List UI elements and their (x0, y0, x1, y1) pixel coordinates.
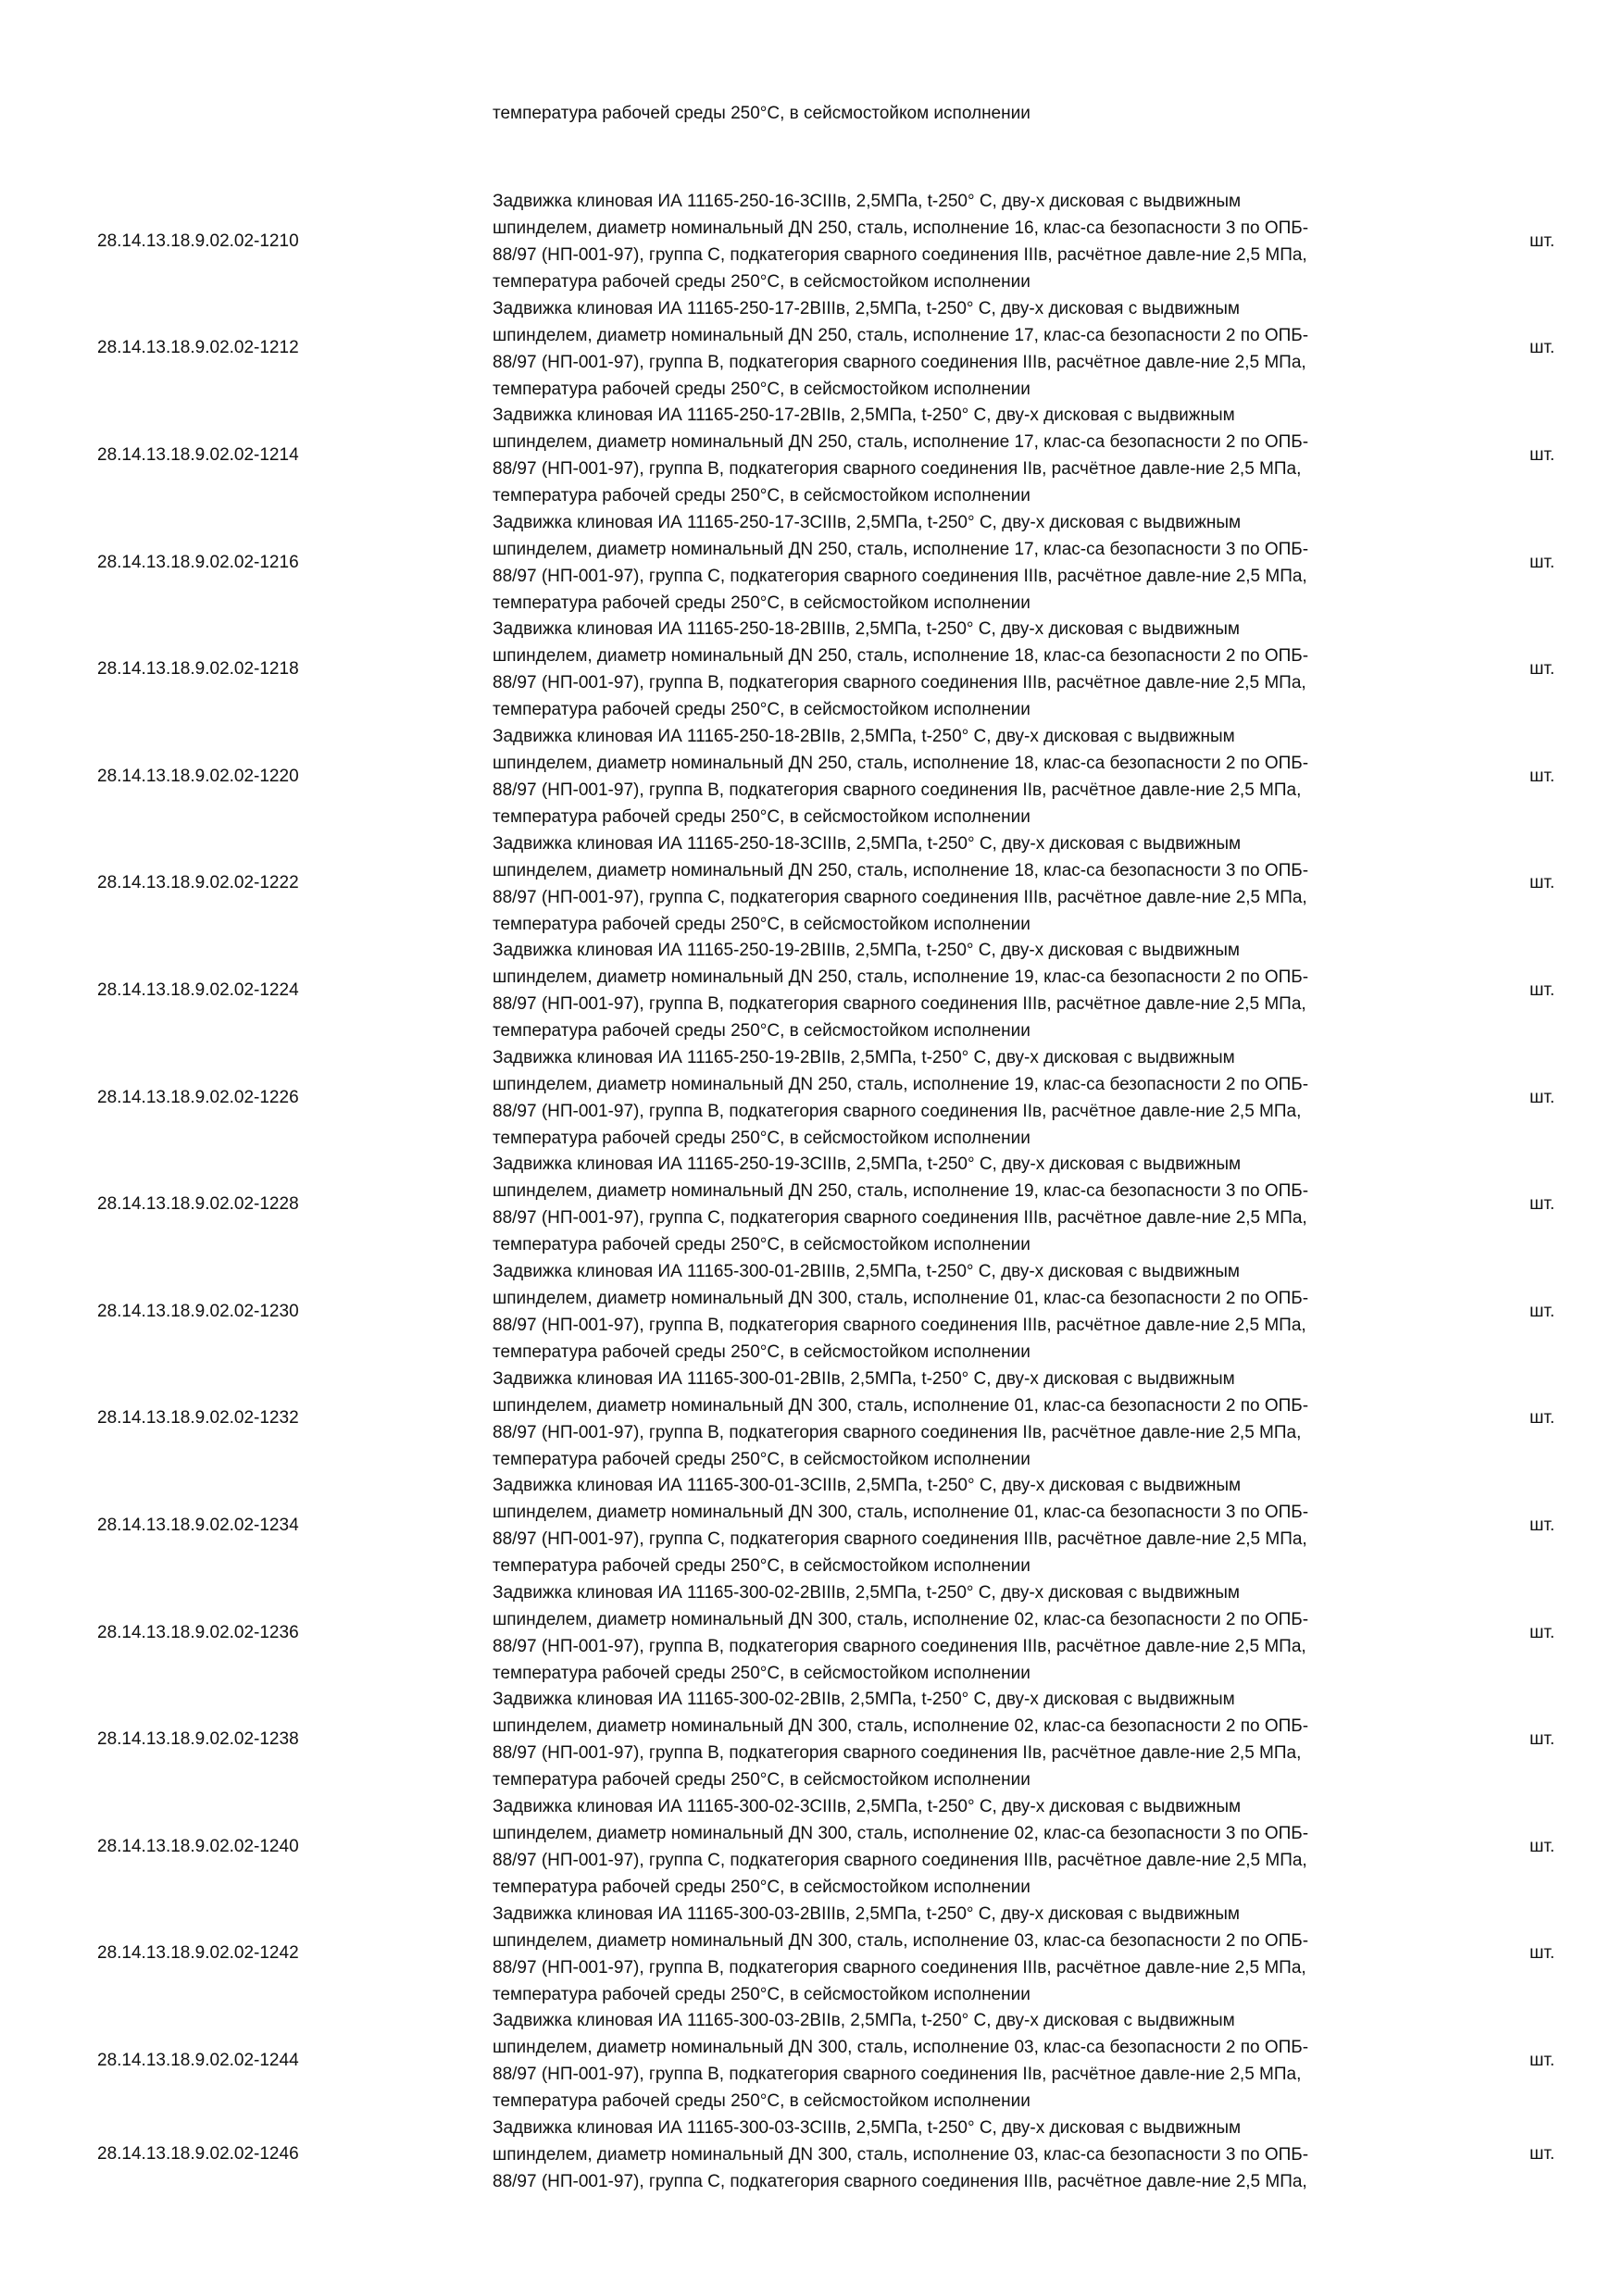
item-description (493, 616, 1437, 723)
description-line: температура рабочей среды 250°С, в сейсмостойком исполнении (493, 914, 1031, 934)
item-unit: шт. (1530, 552, 1555, 572)
table-row (0, 1793, 1624, 1901)
table-row (0, 2007, 1624, 2115)
item-unit: шт. (1530, 1943, 1555, 1964)
price-list-table (0, 188, 1624, 2221)
item-code: 28.14.13.18.9.02.02-1212 (97, 338, 299, 358)
description-line: 88/97 (НП-001-97), группа В, подкатегория сварного соединения IIIв, расчётное давле-ние 2,5 МПа, (493, 1636, 1306, 1656)
item-unit: шт. (1530, 1408, 1555, 1429)
continuation-text: температура рабочей среды 250°С, в сейсмостойком исполнении (493, 104, 1031, 123)
item-unit: шт. (1530, 1836, 1555, 1856)
description-line: Задвижка клиновая ИА 11165-250-16-3СIIIв, 2,5МПа, t-250° С, дву-х дисковая с выдвижным (493, 192, 1242, 211)
description-line: 88/97 (НП-001-97), группа С, подкатегория сварного соединения IIIв, расчётное давле-ние 2,5 МПа, (493, 1529, 1307, 1550)
description-line: температура рабочей среды 250°С, в сейсмостойком исполнении (493, 1128, 1031, 1148)
description-line: шпинделем, диаметр номинальный ДN 300, сталь, исполнение 03, клас-са безопасности 2 по ОПБ- (493, 1930, 1309, 1951)
description-line: Задвижка клиновая ИА 11165-300-02-2ВIIIв, 2,5МПа, t-250° С, дву-х дисковая с выдвижным (493, 1582, 1240, 1603)
item-description (493, 1793, 1437, 1901)
description-line: температура рабочей среды 250°С, в сейсмостойком исполнении (493, 1877, 1031, 1897)
item-unit: шт. (1530, 1301, 1555, 1321)
item-unit: шт. (1530, 659, 1555, 680)
table-row (0, 1901, 1624, 2008)
table-row (0, 402, 1624, 509)
description-line: Задвижка клиновая ИА 11165-300-01-3СIIIв, 2,5МПа, t-250° С, дву-х дисковая с выдвижным (493, 1476, 1242, 1496)
description-line: Задвижка клиновая ИА 11165-250-17-2ВIIв, 2,5МПа, t-250° С, дву-х дисковая с выдвижным (493, 406, 1235, 426)
description-line: Задвижка клиновая ИА 11165-250-18-3СIIIв, 2,5МПа, t-250° С, дву-х дисковая с выдвижным (493, 833, 1242, 854)
item-description (493, 1472, 1437, 1579)
table-row (0, 723, 1624, 830)
description-line: шпинделем, диаметр номинальный ДN 300, сталь, исполнение 01, клас-са безопасности 2 по ОПБ- (493, 1395, 1309, 1416)
description-line: 88/97 (НП-001-97), группа В, подкатегория сварного соединения IIв, расчётное давле-ние 2,5 МПа, (493, 1101, 1302, 1121)
table-row (0, 188, 1624, 295)
item-unit: шт. (1530, 766, 1555, 786)
item-description (493, 1258, 1437, 1366)
table-row (0, 1044, 1624, 1152)
description-line: 88/97 (НП-001-97), группа В, подкатегория сварного соединения IIIв, расчётное давле-ние 2,5 МПа, (493, 1957, 1306, 1978)
item-code: 28.14.13.18.9.02.02-1238 (97, 1729, 299, 1750)
item-code: 28.14.13.18.9.02.02-1230 (97, 1301, 299, 1321)
description-line: шпинделем, диаметр номинальный ДN 250, сталь, исполнение 17, клас-са безопасности 3 по ОПБ- (493, 539, 1309, 559)
item-description (493, 2007, 1437, 2115)
item-description (493, 1366, 1437, 1473)
description-line: Задвижка клиновая ИА 11165-250-18-2ВIIIв, 2,5МПа, t-250° С, дву-х дисковая с выдвижным (493, 619, 1240, 640)
description-line: 88/97 (НП-001-97), группа В, подкатегория сварного соединения IIв, расчётное давле-ние 2,5 МПа, (493, 1422, 1302, 1442)
item-code: 28.14.13.18.9.02.02-1210 (97, 231, 299, 251)
description-line: шпинделем, диаметр номинальный ДN 250, сталь, исполнение 16, клас-са безопасности 3 по ОПБ- (493, 218, 1309, 238)
item-code: 28.14.13.18.9.02.02-1234 (97, 1515, 299, 1535)
item-code: 28.14.13.18.9.02.02-1218 (97, 659, 299, 680)
item-code: 28.14.13.18.9.02.02-1226 (97, 1087, 299, 1107)
description-line: шпинделем, диаметр номинальный ДN 300, сталь, исполнение 02, клас-са безопасности 2 по ОПБ- (493, 1609, 1309, 1629)
item-code: 28.14.13.18.9.02.02-1242 (97, 1943, 299, 1964)
description-line: Задвижка клиновая ИА 11165-300-03-3СIIIв, 2,5МПа, t-250° С, дву-х дисковая с выдвижным (493, 2117, 1242, 2138)
table-row (0, 830, 1624, 938)
description-line: 88/97 (НП-001-97), группа В, подкатегория сварного соединения IIв, расчётное давле-ние 2,5 МПа, (493, 2065, 1302, 2085)
table-row (0, 616, 1624, 723)
item-code: 28.14.13.18.9.02.02-1240 (97, 1836, 299, 1856)
description-line: шпинделем, диаметр номинальный ДN 300, сталь, исполнение 01, клас-са безопасности 3 по ОПБ- (493, 1503, 1309, 1523)
description-line: 88/97 (НП-001-97), группа В, подкатегория сварного соединения IIв, расчётное давле-ние 2,5 МПа, (493, 780, 1302, 800)
item-unit: шт. (1530, 444, 1555, 465)
description-line: шпинделем, диаметр номинальный ДN 300, сталь, исполнение 02, клас-са безопасности 3 по ОПБ- (493, 1823, 1309, 1843)
item-code: 28.14.13.18.9.02.02-1228 (97, 1194, 299, 1215)
description-line: температура рабочей среды 250°С, в сейсмостойком исполнении (493, 1341, 1031, 1362)
description-line: температура рабочей среды 250°С, в сейсмостойком исполнении (493, 272, 1031, 292)
description-line: шпинделем, диаметр номинальный ДN 300, сталь, исполнение 02, клас-са безопасности 2 по ОПБ- (493, 1716, 1309, 1737)
description-line: 88/97 (НП-001-97), группа С, подкатегория сварного соединения IIIв, расчётное давле-ние 2,5 МПа, (493, 2171, 1307, 2191)
description-line: температура рабочей среды 250°С, в сейсмостойком исполнении (493, 1984, 1031, 2004)
description-line: 88/97 (НП-001-97), группа В, подкатегория сварного соединения IIIв, расчётное давле-ние 2,5 МПа, (493, 1315, 1306, 1335)
item-description (493, 188, 1437, 295)
item-code: 28.14.13.18.9.02.02-1214 (97, 444, 299, 465)
item-unit: шт. (1530, 1194, 1555, 1215)
description-line: температура рабочей среды 250°С, в сейсмостойком исполнении (493, 700, 1031, 720)
description-line: Задвижка клиновая ИА 11165-250-18-2ВIIв, 2,5МПа, t-250° С, дву-х дисковая с выдвижным (493, 726, 1235, 746)
description-line: 88/97 (НП-001-97), группа С, подкатегория сварного соединения IIIв, расчётное давле-ние 2,5 МПа, (493, 1208, 1307, 1229)
item-unit: шт. (1530, 1729, 1555, 1750)
item-unit: шт. (1530, 1087, 1555, 1107)
description-line: шпинделем, диаметр номинальный ДN 250, сталь, исполнение 19, клас-са безопасности 2 по ОПБ- (493, 1074, 1309, 1094)
description-line: шпинделем, диаметр номинальный ДN 300, сталь, исполнение 01, клас-са безопасности 2 по ОПБ- (493, 1288, 1309, 1308)
description-line: 88/97 (НП-001-97), группа В, подкатегория сварного соединения IIв, расчётное давле-ние 2,5 МПа, (493, 459, 1302, 480)
item-description (493, 723, 1437, 830)
item-code: 28.14.13.18.9.02.02-1246 (97, 2144, 299, 2165)
description-line: 88/97 (НП-001-97), группа В, подкатегория сварного соединения IIIв, расчётное давле-ние 2,5 МПа, (493, 994, 1306, 1015)
description-line: температура рабочей среды 250°С, в сейсмостойком исполнении (493, 1556, 1031, 1577)
table-row (0, 295, 1624, 403)
description-line: шпинделем, диаметр номинальный ДN 250, сталь, исполнение 18, клас-са безопасности 2 по ОПБ- (493, 753, 1309, 773)
item-code: 28.14.13.18.9.02.02-1236 (97, 1622, 299, 1642)
description-line: Задвижка клиновая ИА 11165-300-03-2ВIIIв, 2,5МПа, t-250° С, дву-х дисковая с выдвижным (493, 1903, 1240, 1924)
item-code: 28.14.13.18.9.02.02-1216 (97, 552, 299, 572)
description-line: 88/97 (НП-001-97), группа В, подкатегория сварного соединения IIв, расчётное давле-ние 2,5 МПа, (493, 1743, 1302, 1764)
item-code: 28.14.13.18.9.02.02-1232 (97, 1408, 299, 1429)
description-line: Задвижка клиновая ИА 11165-250-17-3СIIIв, 2,5МПа, t-250° С, дву-х дисковая с выдвижным (493, 512, 1242, 532)
item-unit: шт. (1530, 2050, 1555, 2070)
table-row (0, 509, 1624, 617)
table-row (0, 937, 1624, 1044)
item-unit: шт. (1530, 1622, 1555, 1642)
description-line: температура рабочей среды 250°С, в сейсмостойком исполнении (493, 2091, 1031, 2112)
item-unit: шт. (1530, 873, 1555, 893)
description-line: 88/97 (НП-001-97), группа В, подкатегория сварного соединения IIIв, расчётное давле-ние 2,5 МПа, (493, 673, 1306, 693)
table-row (0, 1151, 1624, 1258)
description-line: Задвижка клиновая ИА 11165-300-01-2ВIIIв, 2,5МПа, t-250° С, дву-х дисковая с выдвижным (493, 1261, 1240, 1281)
description-line: Задвижка клиновая ИА 11165-250-19-2ВIIIв, 2,5МПа, t-250° С, дву-х дисковая с выдвижным (493, 941, 1240, 961)
item-unit: шт. (1530, 231, 1555, 251)
description-line: температура рабочей среды 250°С, в сейсмостойком исполнении (493, 1449, 1031, 1469)
description-line: шпинделем, диаметр номинальный ДN 250, сталь, исполнение 19, клас-са безопасности 3 по ОПБ- (493, 1181, 1309, 1202)
item-description (493, 1901, 1437, 2008)
description-line: шпинделем, диаметр номинальный ДN 300, сталь, исполнение 03, клас-са безопасности 2 по ОПБ- (493, 2038, 1309, 2058)
item-code: 28.14.13.18.9.02.02-1222 (97, 873, 299, 893)
description-line: температура рабочей среды 250°С, в сейсмостойком исполнении (493, 806, 1031, 827)
item-description (493, 1044, 1437, 1152)
table-row (0, 1686, 1624, 1793)
item-description (493, 1686, 1437, 1793)
item-unit: шт. (1530, 2144, 1555, 2165)
item-description (493, 830, 1437, 938)
description-line: 88/97 (НП-001-97), группа С, подкатегория сварного соединения IIIв, расчётное давле-ние 2,5 МПа, (493, 1850, 1307, 1870)
description-line: Задвижка клиновая ИА 11165-300-03-2ВIIв, 2,5МПа, t-250° С, дву-х дисковая с выдвижным (493, 2011, 1235, 2031)
description-line: шпинделем, диаметр номинальный ДN 250, сталь, исполнение 18, клас-са безопасности 3 по ОПБ- (493, 860, 1309, 880)
description-line: температура рабочей среды 250°С, в сейсмостойком исполнении (493, 1770, 1031, 1791)
item-description (493, 295, 1437, 403)
item-description (493, 1151, 1437, 1258)
description-line: Задвижка клиновая ИА 11165-300-01-2ВIIв, 2,5МПа, t-250° С, дву-х дисковая с выдвижным (493, 1368, 1235, 1389)
description-line: шпинделем, диаметр номинальный ДN 300, сталь, исполнение 03, клас-са безопасности 3 по ОПБ- (493, 2144, 1309, 2165)
item-description (493, 402, 1437, 509)
description-line: шпинделем, диаметр номинальный ДN 250, сталь, исполнение 18, клас-са безопасности 2 по ОПБ- (493, 646, 1309, 667)
description-line: температура рабочей среды 250°С, в сейсмостойком исполнении (493, 486, 1031, 506)
description-line: шпинделем, диаметр номинальный ДN 250, сталь, исполнение 19, клас-са безопасности 2 по ОПБ- (493, 967, 1309, 988)
description-line: шпинделем, диаметр номинальный ДN 250, сталь, исполнение 17, клас-са безопасности 2 по ОПБ- (493, 325, 1309, 345)
table-row (0, 1579, 1624, 1687)
item-code: 28.14.13.18.9.02.02-1220 (97, 766, 299, 786)
item-code: 28.14.13.18.9.02.02-1224 (97, 980, 299, 1000)
table-row (0, 1366, 1624, 1473)
table-row (0, 2115, 1624, 2222)
item-unit: шт. (1530, 1515, 1555, 1535)
item-code: 28.14.13.18.9.02.02-1244 (97, 2050, 299, 2070)
description-line: 88/97 (НП-001-97), группа В, подкатегория сварного соединения IIIв, расчётное давле-ние 2,5 МПа, (493, 352, 1306, 372)
item-unit: шт. (1530, 338, 1555, 358)
table-row (0, 1472, 1624, 1579)
description-line: температура рабочей среды 250°С, в сейсмостойком исполнении (493, 1235, 1031, 1255)
description-line: температура рабочей среды 250°С, в сейсмостойком исполнении (493, 1663, 1031, 1683)
item-description (493, 1579, 1437, 1687)
description-line: 88/97 (НП-001-97), группа С, подкатегория сварного соединения IIIв, расчётное давле-ние 2,5 МПа, (493, 566, 1307, 586)
description-line: температура рабочей среды 250°С, в сейсмостойком исполнении (493, 593, 1031, 613)
item-description (493, 2115, 1437, 2195)
item-description (493, 937, 1437, 1044)
description-line: 88/97 (НП-001-97), группа С, подкатегория сварного соединения IIIв, расчётное давле-ние 2,5 МПа, (493, 245, 1307, 265)
description-line: температура рабочей среды 250°С, в сейсмостойком исполнении (493, 379, 1031, 399)
description-line: Задвижка клиновая ИА 11165-250-17-2ВIIIв, 2,5МПа, t-250° С, дву-х дисковая с выдвижным (493, 298, 1240, 318)
item-description (493, 509, 1437, 617)
description-line: 88/97 (НП-001-97), группа С, подкатегория сварного соединения IIIв, расчётное давле-ние 2,5 МПа, (493, 887, 1307, 907)
description-line: Задвижка клиновая ИА 11165-300-02-3СIIIв, 2,5МПа, t-250° С, дву-х дисковая с выдвижным (493, 1796, 1242, 1816)
item-unit: шт. (1530, 980, 1555, 1000)
description-line: Задвижка клиновая ИА 11165-300-02-2ВIIв, 2,5МПа, t-250° С, дву-х дисковая с выдвижным (493, 1690, 1235, 1710)
table-row (0, 1258, 1624, 1366)
description-line: шпинделем, диаметр номинальный ДN 250, сталь, исполнение 17, клас-са безопасности 2 по ОПБ- (493, 432, 1309, 453)
description-line: Задвижка клиновая ИА 11165-250-19-3СIIIв, 2,5МПа, t-250° С, дву-х дисковая с выдвижным (493, 1154, 1242, 1175)
description-line: температура рабочей среды 250°С, в сейсмостойком исполнении (493, 1021, 1031, 1042)
description-line: Задвижка клиновая ИА 11165-250-19-2ВIIв, 2,5МПа, t-250° С, дву-х дисковая с выдвижным (493, 1047, 1235, 1067)
